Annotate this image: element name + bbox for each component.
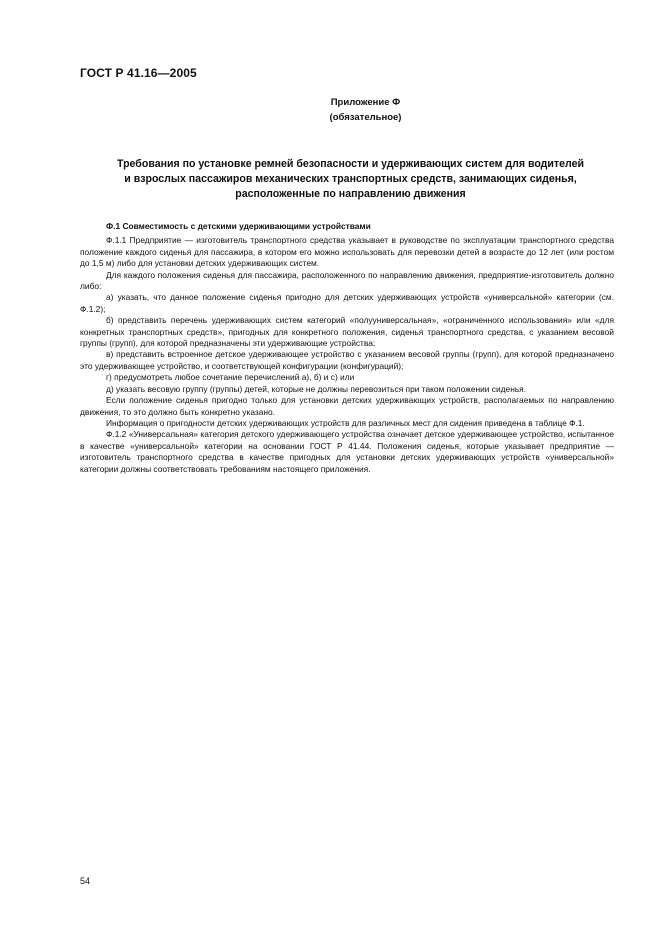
- list-item-v: в) представить встроенное детское удерживающее устройство с указанием весовой группы (групп), для которой предназначено это удерживающее устройство, и соответствующей конфигурации (конфигураций);: [80, 349, 614, 371]
- section-heading: Ф.1 Совместимость с детскими удерживающими устройствами: [106, 221, 371, 231]
- appendix-heading: [0, 95, 661, 125]
- document-header-code: ГОСТ Р 41.16—2005: [80, 66, 197, 80]
- appendix-title: [80, 157, 621, 202]
- paragraph-seat-options: Для каждого положения сиденья для пассажира, расположенного по направлению движения, предприятие-изготовитель должно либо:: [80, 269, 614, 292]
- list-item-b: б) представить перечень удерживающих систем категорий «полууниверсальная», «ограниченного использования» или «для конкретных транспортных средств», пригодных для конкретного положения, сиденья транспортного средства, с указанием весовой группы (групп), для которой предназначены эти удерживающие устройства;: [80, 315, 614, 349]
- title-line-3: расположенные по направлению движения: [235, 188, 466, 200]
- paragraph-f-1-2: Ф.1.2 «Универсальная» категория детского удерживающего устройства означает детское удерживающее устройство, испытанное в качестве «универсальной» категории на основании ГОСТ Р 41.44. Положения сиденья, которые указывает предприятие — изготовитель транспортного средства в качестве пригодных для установки детских удерживающих устройств «универсальной» категории должны соответствовать требованиям настоящего приложения.: [80, 429, 614, 474]
- appendix-label: Приложение Ф: [330, 97, 401, 108]
- title-line-2: и взрослых пассажиров механических транспортных средств, занимающих сиденья,: [124, 173, 577, 185]
- list-item-g: г) предусмотреть любое сочетание перечислений а), б) и с) или: [106, 372, 355, 383]
- list-item-a: а) указать, что данное положение сиденья пригодно для детских удерживающих устройств «универсальной» категории (см. Ф.1.2);: [80, 292, 614, 314]
- paragraph-f-1-1: Ф.1.1 Предприятие — изготовитель транспортного средства указывает в руководстве по эксплуатации транспортного средства положение каждого сиденья для пассажира, в котором его можно использовать для перевозки детей в возрасте до 12 лет (или ростом до 1,5 м) либо для установки детских удерживающих систем.: [80, 235, 614, 269]
- paragraph-table-ref: Информация о пригодности детских удерживающих устройств для различных мест для сидения приведена в таблице Ф.1.: [106, 417, 585, 428]
- document-body: [80, 221, 614, 475]
- page-number: 54: [80, 876, 91, 886]
- appendix-status: (обязательное): [329, 112, 402, 123]
- paragraph-forward-facing: Если положение сиденья пригодно только для установки детских удерживающих устройств, располагаемых по направлению движения, то это должно быть конкретно указано.: [80, 395, 614, 417]
- list-item-d: д) указать весовую группу (группы) детей, которые не должны перевозиться при таком положении сиденья.: [106, 383, 527, 394]
- title-line-1: Требования по установке ремней безопасности и удерживающих систем для водителей: [117, 158, 584, 170]
